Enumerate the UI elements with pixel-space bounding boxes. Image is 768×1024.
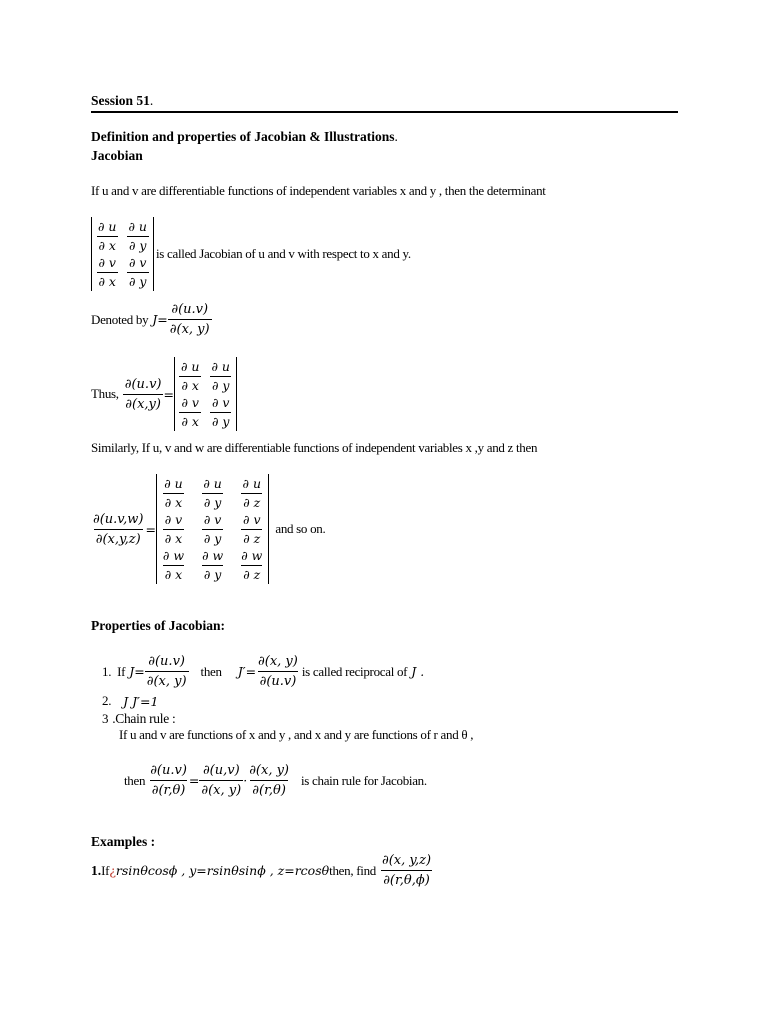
det2-cell: $\frac{\partial v}{\partial y}$ — [211, 395, 230, 429]
det3-cell: $\frac{\partial v}{\partial x}$ — [164, 512, 183, 546]
determinant-3x3 — [156, 474, 269, 584]
prop3-text: If u and v are functions of x and y , and x and y are functions of r and θ , — [119, 727, 474, 742]
prop1-index: 1. — [102, 663, 112, 679]
title-rule — [91, 111, 678, 113]
det3-lhs-fraction: $\frac{\partial(u.v,w)}{\partial(x,y,z)}$ — [93, 511, 144, 547]
subheading-jacobian: Jacobian — [91, 148, 143, 163]
section-heading: Definition and properties of Jacobian & Illustrations. — [91, 129, 398, 144]
property-2 — [102, 693, 158, 709]
denoted-by-line — [91, 300, 212, 339]
det3-equals: = — [145, 521, 156, 537]
thus-determinant — [174, 357, 237, 431]
examples-heading: Examples : — [91, 834, 156, 849]
det2-cell: $\frac{\partial u}{\partial y}$ — [128, 219, 147, 253]
determinant-2x2 — [91, 217, 154, 291]
chain-caption: is chain rule for Jacobian. — [301, 772, 427, 788]
example1-index: 1. — [91, 862, 102, 878]
session-title-text: Session 51 — [91, 93, 150, 108]
similarly-text: Similarly, If u, v and w are differentiable functions of independent variables x ,y and z then — [91, 440, 538, 455]
example1-then: then, find — [329, 862, 376, 878]
denoted-fraction: $\frac{\partial(u.v)}{\partial(x, y)}$ — [169, 302, 210, 337]
det3-cell: $\frac{\partial w}{\partial z}$ — [241, 548, 263, 582]
example1-glyph: ¿ — [109, 863, 116, 878]
thus-equals: = — [163, 386, 174, 402]
prop2-expr: J J′=1 — [123, 693, 159, 709]
thus-label: Thus, — [91, 386, 119, 401]
property-3 — [102, 711, 175, 727]
example1-expr: rsinθcosϕ , y=rsinθsinϕ , z=rcosθ — [115, 863, 330, 878]
det3-cell: $\frac{\partial u}{\partial z}$ — [242, 476, 262, 510]
prop1-lhs2: J′= — [237, 664, 257, 679]
properties-heading: Properties of Jacobian: — [91, 618, 225, 633]
prop1-lhs: J= — [129, 664, 145, 679]
chain-dot: · — [243, 773, 248, 788]
det2-cell: $\frac{\partial v}{\partial x}$ — [181, 395, 199, 429]
prop1-if: If — [117, 663, 126, 679]
example1-if: If — [101, 862, 110, 878]
det2-caption: is called Jacobian of u and v with respect to x and y. — [156, 246, 411, 261]
det3-cell: $\frac{\partial v}{\partial y}$ — [203, 512, 222, 546]
prop1-fraction: $\frac{\partial(u.v)}{\partial(x, y)}$ — [146, 654, 187, 689]
prop1-then: then — [200, 663, 222, 679]
example1-fraction: $\frac{\partial(x, y,z)}{\partial(r,\theta,\phi)}$ — [381, 853, 432, 888]
prop2-index: 2. — [102, 693, 112, 708]
property-1 — [102, 652, 424, 691]
chain-fraction-1: $\frac{\partial(u.v)}{\partial(r,\theta)}$ — [150, 763, 187, 798]
prop1-caption: is called reciprocal of — [301, 663, 408, 679]
denoted-lhs: J= — [152, 312, 168, 327]
det2-cell: $\frac{\partial v}{\partial y}$ — [129, 255, 147, 289]
det3-cell: $\frac{\partial u}{\partial y}$ — [203, 476, 222, 510]
det3-cell: $\frac{\partial v}{\partial z}$ — [243, 512, 261, 546]
prop3-label: .Chain rule : — [112, 711, 176, 726]
det2-cell: $\frac{\partial u}{\partial x}$ — [98, 219, 117, 253]
intro-text: If u and v are differentiable functions of independent variables x and y , then the determinant — [91, 183, 546, 198]
thus-line — [91, 357, 237, 431]
chain-fraction-2: $\frac{\partial(u,v)}{\partial(x, y)}$ — [201, 763, 242, 798]
section-heading-text: Definition and properties of Jacobian & Illustrations — [91, 129, 395, 144]
det2-cell: $\frac{\partial v}{\partial x}$ — [98, 255, 116, 289]
session-title: Session 51. — [91, 93, 154, 108]
chain-fraction-3: $\frac{\partial(x, y)}{\partial(r,\theta)}$ — [249, 763, 289, 798]
prop3-index: 3 — [102, 711, 109, 726]
denoted-prefix: Denoted by — [91, 311, 149, 327]
chain-equals: = — [188, 773, 200, 788]
chain-rule-line — [124, 761, 427, 800]
det2-cell: $\frac{\partial u}{\partial y}$ — [211, 359, 230, 393]
det3-cell: $\frac{\partial w}{\partial y}$ — [202, 548, 224, 582]
det3-cell: $\frac{\partial w}{\partial x}$ — [162, 548, 185, 582]
det3-cell: $\frac{\partial u}{\partial x}$ — [164, 476, 183, 510]
det3-caption: and so on. — [275, 521, 326, 536]
jacobian-definition — [91, 217, 411, 291]
thus-fraction: $\frac{\partial(u.v)}{\partial(x,y)}$ — [124, 376, 162, 412]
chain-then: then — [124, 772, 146, 788]
example-1 — [91, 851, 433, 890]
prop1-caption-var: J . — [411, 664, 425, 679]
prop1-reciprocal-fraction: $\frac{\partial(x, y)}{\partial(u.v)}$ — [258, 654, 298, 689]
det2-cell: $\frac{\partial u}{\partial x}$ — [180, 359, 200, 393]
jacobian-3x3-line — [91, 474, 325, 584]
